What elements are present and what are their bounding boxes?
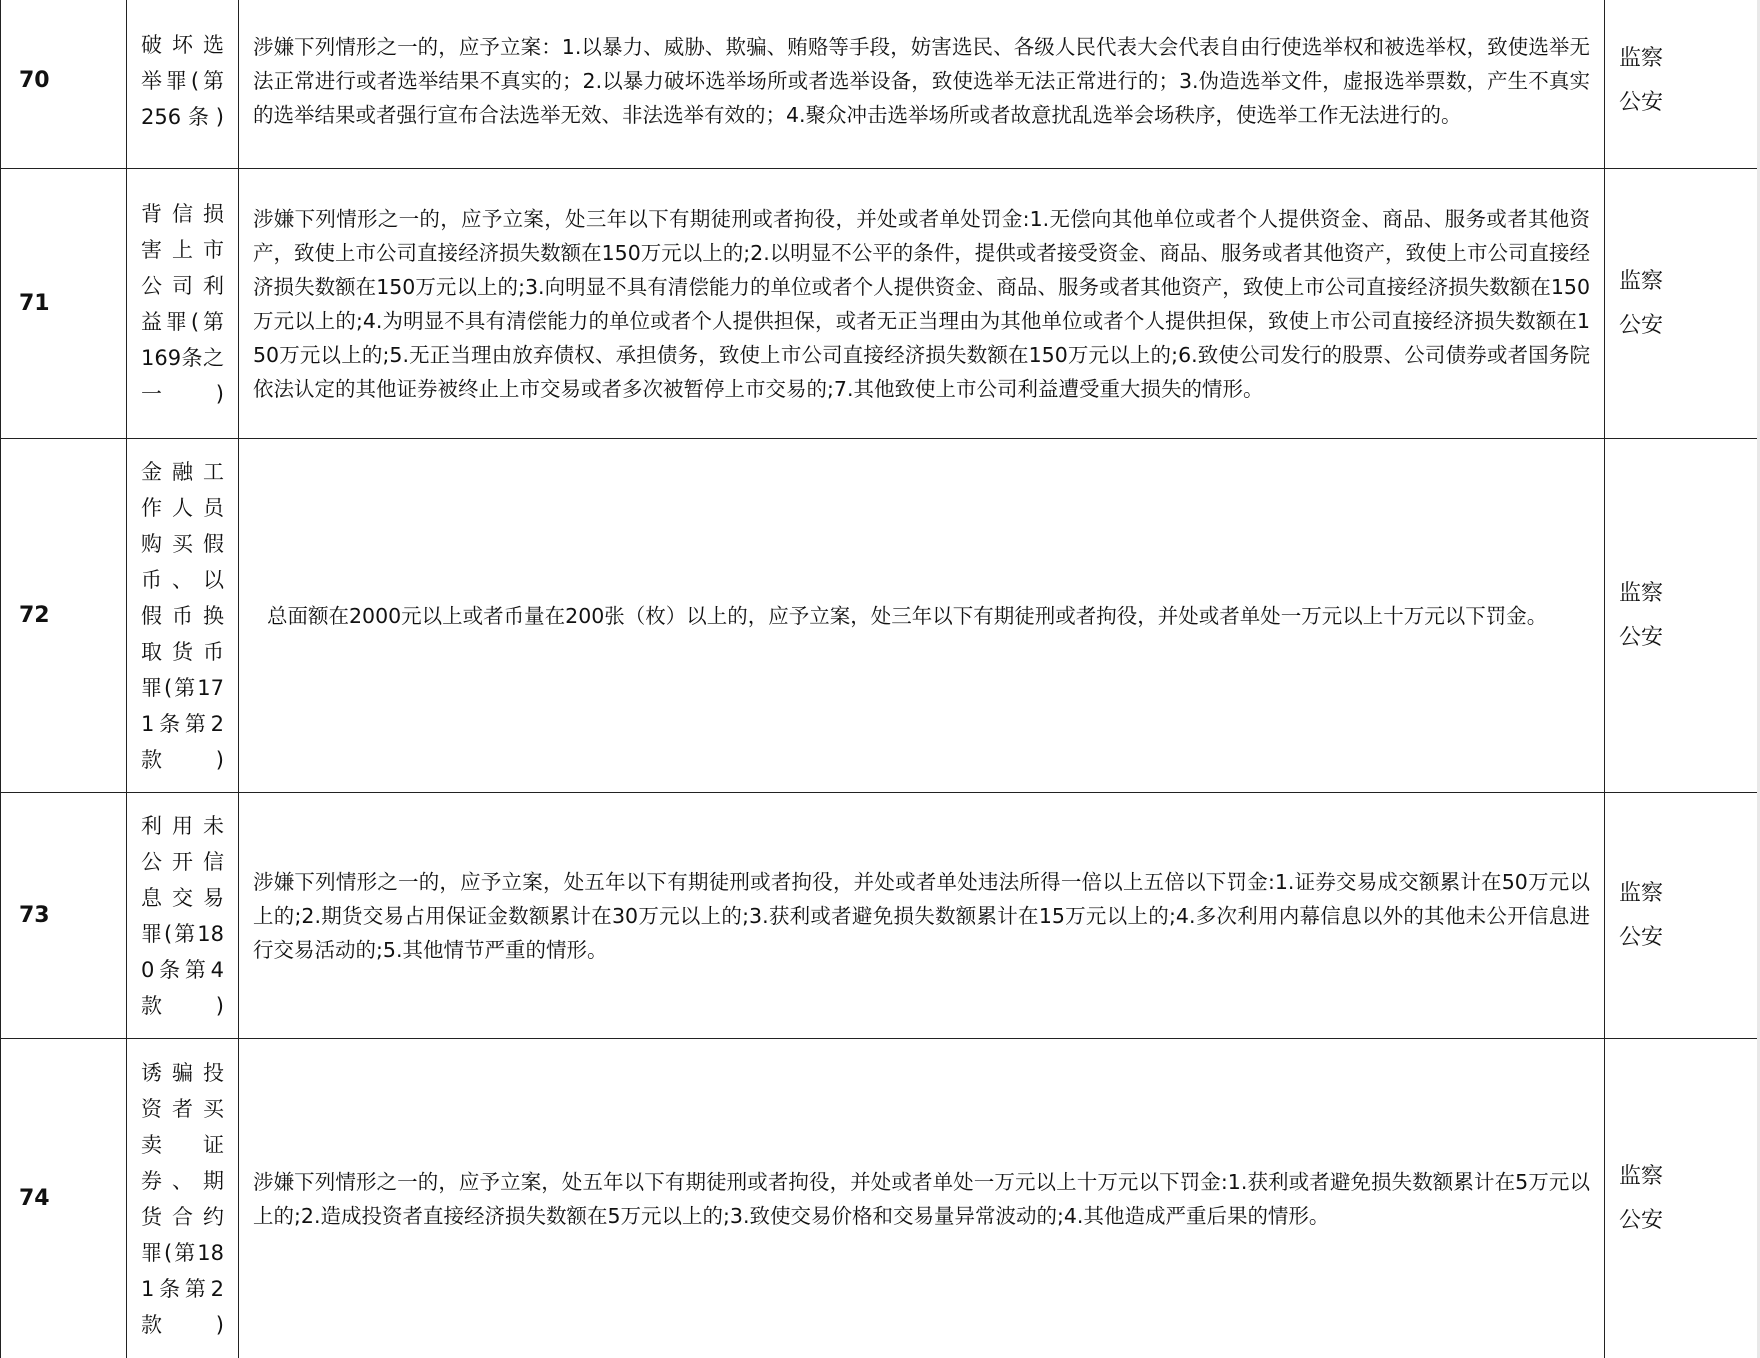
agency-cell xyxy=(1605,439,1760,793)
row-number: 72 xyxy=(1,439,127,793)
agency-police: 公安 xyxy=(1619,1207,1664,1233)
agency-cell xyxy=(1605,169,1760,439)
crime-name: 诱骗投资者买卖证券、期货合约罪(第181条第2款) xyxy=(127,1039,239,1358)
table-row xyxy=(1,793,1760,1039)
crime-name: 金融工作人员购买假币、以假币换取货币罪(第171条第2款) xyxy=(127,439,239,793)
table-row xyxy=(1,1039,1760,1358)
crime-name: 利用未公开信息交易罪(第180条第4款) xyxy=(127,793,239,1039)
agency-police: 公安 xyxy=(1619,924,1664,950)
agency-police: 公安 xyxy=(1619,312,1664,338)
row-number: 73 xyxy=(1,793,127,1039)
row-number: 70 xyxy=(1,0,127,169)
filing-criteria: 涉嫌下列情形之一的，应予立案：1.以暴力、威胁、欺骗、贿赂等手段，妨害选民、各级人民代表大会代表自由行使选举权和被选举权，致使选举无法正常进行或者选举结果不真实的；2.以暴力破坏选举场所或者选举设备，致使选举无法正常进行的；3.伪造选举文件，虚报选举票数，产生不真实的选举结果或者强行宣布合法选举无效、非法选举有效的；4.聚众冲击选举场所或者故意扰乱选举会场秩序，使选举工作无法进行的。 xyxy=(239,0,1605,169)
row-number: 71 xyxy=(1,169,127,439)
row-number: 74 xyxy=(1,1039,127,1358)
filing-criteria: 涉嫌下列情形之一的，应予立案，处五年以下有期徒刑或者拘役，并处或者单处一万元以上十万元以下罚金:1.获利或者避免损失数额累计在5万元以上的;2.造成投资者直接经济损失数额在5万元以上的;3.致使交易价格和交易量异常波动的;4.其他造成严重后果的情形。 xyxy=(239,1039,1605,1358)
agency-police: 公安 xyxy=(1619,89,1664,115)
agency-supervision: 监察 xyxy=(1619,268,1664,294)
filing-criteria: 总面额在2000元以上或者币量在200张（枚）以上的，应予立案，处三年以下有期徒刑或者拘役，并处或者单处一万元以上十万元以下罚金。 xyxy=(239,439,1605,793)
agency-supervision: 监察 xyxy=(1619,1163,1664,1189)
table-row xyxy=(1,0,1760,169)
table-row xyxy=(1,169,1760,439)
agency-supervision: 监察 xyxy=(1619,580,1664,606)
agency-cell xyxy=(1605,1039,1760,1358)
crime-name: 背信损害上市公司利益罪(第169条之一) xyxy=(127,169,239,439)
table-row xyxy=(1,439,1760,793)
filing-criteria: 涉嫌下列情形之一的，应予立案，处三年以下有期徒刑或者拘役，并处或者单处罚金:1.无偿向其他单位或者个人提供资金、商品、服务或者其他资产，致使上市公司直接经济损失数额在150万元以上的;2.以明显不公平的条件，提供或者接受资金、商品、服务或者其他资产，致使上市公司直接经济损失数额在150万元以上的;3.向明显不具有清偿能力的单位或者个人提供资金、商品、服务或者其他资产，致使上市公司直接经济损失数额在150万元以上的;4.为明显不具有清偿能力的单位或者个人提供担保，或者无正当理由为其他单位或者个人提供担保，致使上市公司直接经济损失数额在150万元以上的;5.无正当理由放弃债权、承担债务，致使上市公司直接经济损失数额在150万元以上的;6.致使公司发行的股票、公司债券或者国务院依法认定的其他证券被终止上市交易或者多次被暂停上市交易的;7.其他致使上市公司利益遭受重大损失的情形。 xyxy=(239,169,1605,439)
agency-cell xyxy=(1605,793,1760,1039)
agency-supervision: 监察 xyxy=(1619,880,1664,906)
agency-police: 公安 xyxy=(1619,624,1664,650)
crime-name: 破坏选举罪(第256条) xyxy=(127,0,239,169)
agency-supervision: 监察 xyxy=(1619,45,1664,71)
filing-criteria: 涉嫌下列情形之一的，应予立案，处五年以下有期徒刑或者拘役，并处或者单处违法所得一倍以上五倍以下罚金:1.证券交易成交额累计在50万元以上的;2.期货交易占用保证金数额累计在30万元以上的;3.获利或者避免损失数额累计在15万元以上的;4.多次利用内幕信息以外的其他未公开信息进行交易活动的;5.其他情节严重的情形。 xyxy=(239,793,1605,1039)
agency-cell xyxy=(1605,0,1760,169)
